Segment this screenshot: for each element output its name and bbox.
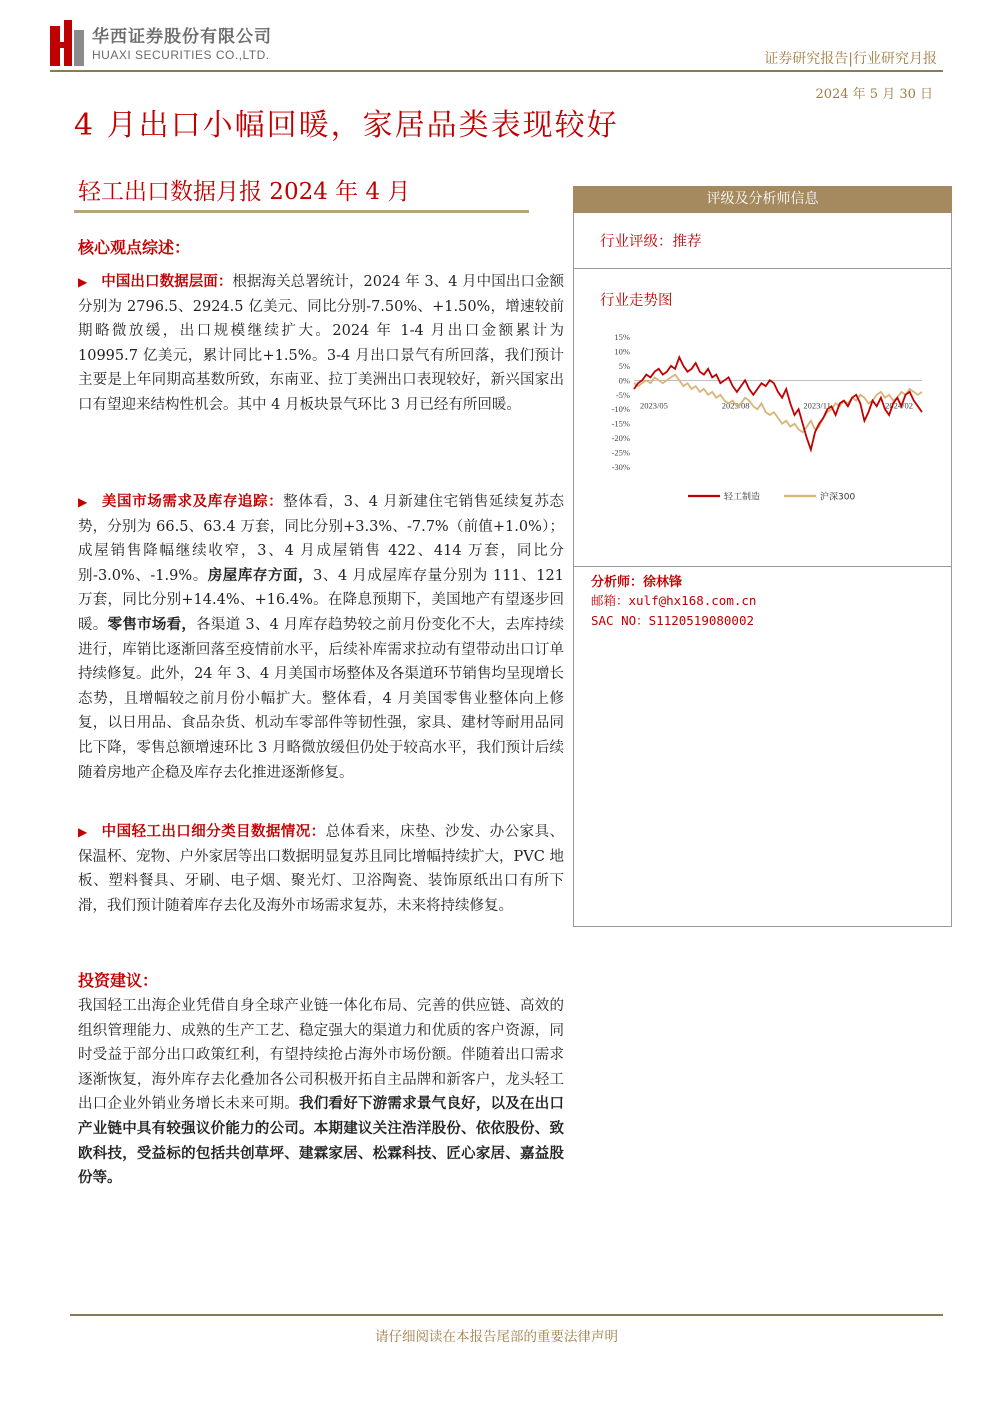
report-date: 2024 年 5 月 30 日 — [815, 87, 933, 102]
report-title: 4 月出口小幅回暖，家居品类表现较好 — [74, 108, 619, 143]
footer-divider — [70, 1314, 943, 1316]
section-body: 各渠道 3、4 月库存趋势较之前月份变化不大，去库持续进行，库销比逐渐回落至疫情前水平，后续补库需求拉动有望带动出口订单持续修复。此外，24 年 3、4 月美国市场整体及各渠道环节销售均呈现增长态势，且增幅较之前月份小幅扩大。整体看，4 月美国零售业整体向上修复，以日用品、食品杂货、机动车零部件等韧性强，家具、建材等耐用品同比下降，零售总额增速环比 3 月略微放缓但仍处于较高水平，我们预计后续随着房地产企稳及库存去化推进逐渐修复。 — [78, 616, 565, 781]
legal-notice: 请仔细阅读在本报告尾部的重要法律声明 — [375, 1329, 618, 1345]
bullet-icon: ▶ — [78, 495, 88, 509]
x-tick-label: 2023/05 — [640, 400, 668, 411]
y-tick-label: -15% — [611, 418, 630, 429]
report-subtitle: 轻工出口数据月报 2024 年 4 月 — [78, 179, 411, 205]
x-tick-label: 2023/08 — [721, 400, 750, 411]
huaxi-logo-icon — [50, 20, 84, 66]
panel-divider — [573, 268, 952, 269]
investment-bold: 我们看好下游需求景气良好，以及在出口产业链中具有较强议价能力的公司。本期建议关注浩洋股份、依依股份、致欧科技，受益标的包括共创草坪、建霖家居、松霖科技、匠心家居、嘉益股份等。 — [78, 1095, 564, 1187]
panel-header: 评级及分析师信息 — [573, 186, 952, 213]
report-type: 证券研究报告|行业研究月报 — [764, 51, 937, 67]
investment-body — [78, 994, 564, 1191]
section-us-market — [78, 490, 564, 785]
section-light-industry — [78, 820, 564, 918]
y-tick-label: -5% — [615, 389, 630, 400]
core-view-heading: 核心观点综述： — [78, 238, 191, 257]
panel-divider — [573, 566, 952, 567]
analyst-name: 分析师：徐林锋 — [591, 575, 683, 590]
industry-rating: 行业评级：推荐 — [600, 234, 702, 250]
company-name-en: HUAXI SECURITIES CO.,LTD. — [92, 48, 270, 62]
legend-label: 沪深300 — [820, 492, 856, 503]
y-tick-label: -30% — [611, 462, 630, 472]
x-tick-label: 2023/11 — [803, 400, 831, 411]
bullet-icon: ▶ — [78, 275, 88, 289]
section-head: 美国市场需求及库存追踪： — [101, 493, 284, 510]
section-keyword: 房屋库存方面， — [207, 566, 314, 584]
subtitle-divider — [74, 210, 529, 213]
y-tick-label: 10% — [614, 346, 630, 357]
analyst-sac: SAC NO：S1120519080002 — [591, 613, 755, 628]
bullet-icon: ▶ — [78, 825, 88, 839]
x-tick-label: 2024/02 — [885, 400, 913, 411]
company-name-cn: 华西证券股份有限公司 — [92, 27, 272, 47]
section-china-export — [78, 270, 564, 418]
header-divider — [50, 70, 943, 72]
y-tick-label: 5% — [618, 360, 630, 371]
trend-chart-title: 行业走势图 — [600, 293, 673, 309]
section-body: 整体看，3、4 月新建住宅销售延续复苏态势，分别为 66.5、63.4 万套，同比分别+3.3%、-7.7%（前值+1.0%）；成屋销售降幅继续收窄，3、4 月成屋销售 422、414 万套，同比分别-3.0%、-1.9%。 — [78, 494, 565, 584]
y-tick-label: -10% — [611, 404, 630, 415]
y-tick-label: 0% — [618, 375, 630, 386]
section-keyword: 零售市场看， — [107, 615, 197, 633]
y-tick-label: -25% — [611, 447, 630, 458]
section-head: 中国轻工出口细分类目数据情况： — [101, 823, 326, 840]
trend-chart — [600, 325, 930, 515]
y-tick-label: -20% — [611, 433, 630, 444]
investment-heading: 投资建议： — [78, 971, 159, 990]
trend-chart-svg — [600, 325, 930, 515]
analyst-email: 邮箱：xulf@hx168.com.cn — [591, 593, 757, 608]
legend-label: 轻工制造 — [724, 492, 761, 503]
section-body: 总体看来，床垫、沙发、办公家具、保温杯、宠物、户外家居等出口数据明显复苏且同比增幅持续扩大，PVC 地板、塑料餐具、牙刷、电子烟、聚光灯、卫浴陶瓷、装饰原纸出口有所下滑，我们预计随着库存去化及海外市场需求复苏，未来将持续修复。 — [78, 824, 565, 914]
series-line — [634, 357, 922, 450]
section-body: 根据海关总署统计，2024 年 3、4 月中国出口金额分别为 2796.5、2924.5 亿美元、同比分别-7.50%、+1.50%，增速较前期略微放缓，出口规模继续扩大。2024 年 1-4 月出口金额累计为 10995.7 亿美元，累计同比+1.5%。3-4 月出口景气有所回落，我们预计主要是上年同期高基数所致，东南亚、拉丁美洲出口表现较好，新兴国家出口有望迎来结构性机会。其中 4 月板块景气环比 3 月已经有所回暖。 — [78, 274, 564, 413]
y-tick-label: 15% — [614, 332, 630, 342]
investment-text: 我国轻工出海企业凭借自身全球产业链一体化布局、完善的供应链、高效的组织管理能力、成熟的生产工艺、稳定强大的渠道力和优质的客户资源，同时受益于部分出口政策红利，有望持续抢占海外市场份额。伴随着出口需求逐渐恢复，海外库存去化叠加各公司积极开拓自主品牌和新客户，龙头轻工出口企业外销业务增长未来可期。 — [78, 998, 564, 1113]
section-head: 中国出口数据层面： — [101, 273, 233, 290]
section-body: 3、4 月成屋库存量分别为 111、121 万套，同比分别+14.4%、+16.4%。在降息预期下，美国地产有望逐步回暖。 — [78, 567, 564, 633]
